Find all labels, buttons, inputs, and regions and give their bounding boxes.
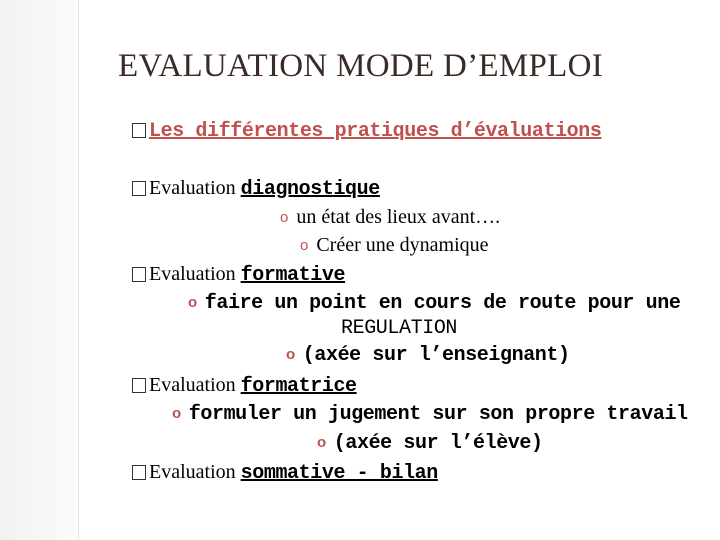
square-bullet-icon [132, 181, 146, 196]
circle-bullet-icon: o [300, 237, 309, 254]
item-sommative: Evaluation sommative - bilan [132, 460, 438, 486]
circle-bullet-icon: o [188, 294, 197, 311]
circle-bullet-icon: o [172, 405, 181, 422]
item-diagnostique: Evaluation diagnostique [132, 176, 380, 202]
sub-item: o (axée sur l’enseignant) [286, 344, 570, 367]
item-term: formative [240, 264, 346, 287]
sub-item: o un état des lieux avant…. [280, 206, 501, 228]
item-term: sommative - bilan [240, 462, 438, 485]
heading-line [132, 118, 601, 144]
section-heading: Les différentes pratiques d’évaluations [149, 120, 602, 143]
left-decorative-band [0, 0, 79, 540]
item-formatrice: Evaluation formatrice [132, 373, 357, 399]
circle-bullet-icon: o [280, 209, 289, 226]
square-bullet-icon [132, 378, 146, 393]
square-bullet-icon [132, 465, 146, 480]
item-term: formatrice [240, 375, 357, 398]
item-term: diagnostique [240, 178, 380, 201]
square-bullet-icon [132, 267, 146, 282]
sub-item: o formuler un jugement sur son propre travail [172, 403, 688, 426]
slide-title: EVALUATION MODE D’EMPLOI [118, 48, 604, 84]
circle-bullet-icon: o [317, 434, 326, 451]
circle-bullet-icon: o [286, 346, 295, 363]
sub-item: o faire un point en cours de route pour une [188, 292, 681, 315]
item-formative: Evaluation formative [132, 262, 345, 288]
sub-item-continuation: REGULATION [341, 317, 458, 340]
sub-item: o (axée sur l’élève) [317, 432, 543, 455]
sub-item: o Créer une dynamique [300, 234, 489, 256]
square-bullet-icon [132, 123, 146, 138]
